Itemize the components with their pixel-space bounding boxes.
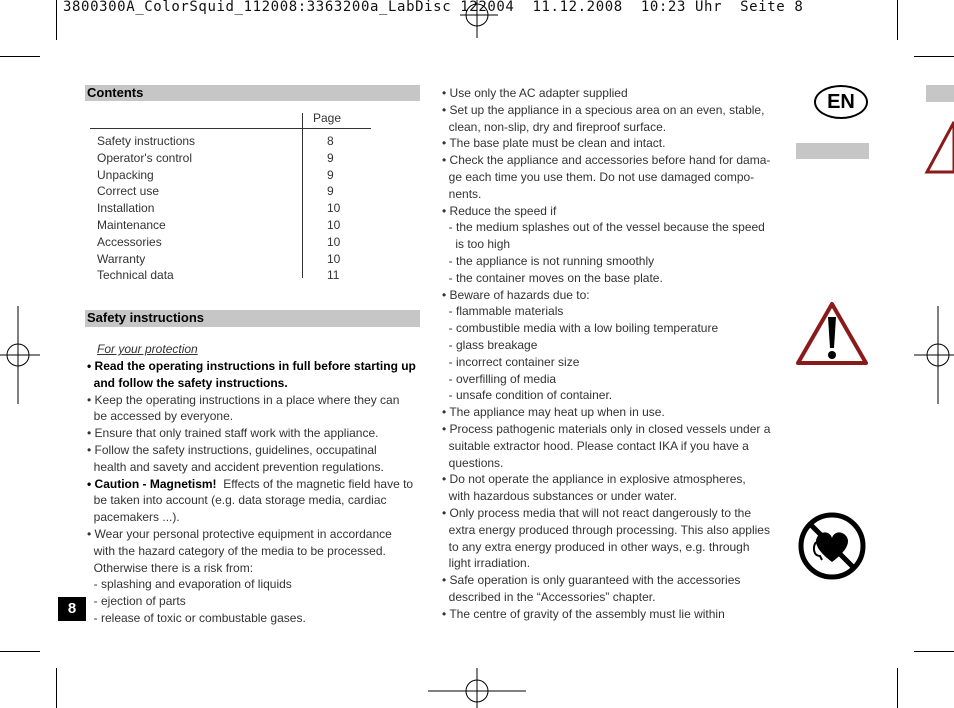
toc-row-label: Technical data xyxy=(97,268,174,283)
registration-mark-bottom xyxy=(428,668,528,708)
safety-text-line: pacemakers ...). xyxy=(87,510,180,525)
safety-text-line: • Do not operate the appliance in explosive atmospheres, xyxy=(442,472,746,487)
safety-text-line: light irradiation. xyxy=(442,556,531,571)
safety-text-line: clean, non-slip, dry and fireproof surface. xyxy=(442,119,667,134)
safety-text-line: suitable extractor hood. Please contact IKA if you have a xyxy=(442,438,749,453)
toc-row-label: Warranty xyxy=(97,251,146,266)
toc-row-label: Operator's control xyxy=(97,150,192,165)
safety-text-line: extra energy produced through processing. This also applies xyxy=(442,522,770,537)
caution-text: Effects of the magnetic field have to xyxy=(216,476,414,491)
toc-row-page: 8 xyxy=(327,134,334,148)
crop-mark xyxy=(0,56,40,57)
safety-text-line: • Wear your personal protective equipment in accordance xyxy=(87,527,392,541)
safety-text-line: • The centre of gravity of the assembly must lie within xyxy=(442,606,725,621)
safety-text-line: • Reduce the speed if xyxy=(442,203,557,218)
safety-text-line: and follow the safety instructions. xyxy=(87,375,288,390)
toc-row xyxy=(97,183,357,199)
safety-text-line: with the hazard category of the media to be processed. xyxy=(87,543,386,558)
warning-triangle-icon xyxy=(795,300,869,366)
toc-row xyxy=(97,234,357,250)
toc-row-label: Safety instructions xyxy=(97,134,196,148)
toc-row-page: 9 xyxy=(327,150,334,165)
safety-text-line: • The base plate must be clean and intact. xyxy=(442,136,666,151)
partial-warning-icon xyxy=(924,118,954,176)
safety-text-line: - release of toxic or combustable gases. xyxy=(87,611,306,625)
toc-page-label: Page xyxy=(313,111,342,125)
safety-text-line: to any extra energy produced in other ways, e.g. through xyxy=(442,539,750,554)
toc-row-label: Unpacking xyxy=(97,167,154,182)
safety-text-line: be accessed by everyone. xyxy=(87,409,234,424)
safety-subtitle: For your protection xyxy=(97,342,198,356)
safety-text-line: • Follow the safety instructions, guidelines, occupatinal xyxy=(87,443,377,457)
safety-text-line: - splashing and evaporation of liquids xyxy=(87,577,292,592)
toc-row-label: Correct use xyxy=(97,184,160,199)
crop-mark xyxy=(56,668,57,708)
safety-text-line: • Beware of hazards due to: xyxy=(442,287,590,302)
toc-row xyxy=(97,267,357,283)
toc-row-label: Installation xyxy=(97,201,155,216)
language-badge: EN xyxy=(814,85,868,119)
toc-row xyxy=(97,217,357,233)
no-pacemaker-icon xyxy=(798,512,866,580)
crop-mark xyxy=(0,651,40,652)
registration-mark-left xyxy=(0,306,40,406)
page-number: 8 xyxy=(58,597,86,621)
safety-text-line: nents. xyxy=(442,186,482,201)
toc-row xyxy=(97,150,357,166)
safety-text-line: • Safe operation is only guaranteed with the accessories xyxy=(442,573,741,588)
safety-text-line: be taken into account (e.g. data storage media, cardiac xyxy=(87,493,387,508)
safety-text-line: - glass breakage xyxy=(442,338,538,352)
safety-text-line: • Read the operating instructions in full before starting up xyxy=(87,359,416,373)
safety-text-line xyxy=(87,476,413,492)
safety-text-line: • Keep the operating instructions in a place where they can xyxy=(87,392,400,407)
safety-text-line: - the appliance is not running smoothly xyxy=(442,254,655,268)
safety-text-line: • Use only the AC adapter supplied xyxy=(442,86,628,100)
safety-text-line: described in the “Accessories” chapter. xyxy=(442,590,656,604)
toc-row xyxy=(97,133,357,149)
safety-text-line: health and savety and accident prevention regulations. xyxy=(87,459,384,474)
safety-text-line: Otherwise there is a risk from: xyxy=(87,560,254,575)
safety-text-line: - unsafe condition of container. xyxy=(442,388,613,403)
safety-text-line: - ejection of parts xyxy=(87,594,186,609)
registration-mark-right xyxy=(914,306,954,406)
safety-text-line: with hazardous substances or under water. xyxy=(442,489,677,504)
safety-text-line: • The appliance may heat up when in use. xyxy=(442,405,665,420)
safety-text-line: - overfilling of media xyxy=(442,371,557,386)
toc-row-page: 11 xyxy=(327,268,340,283)
crop-mark xyxy=(56,0,57,40)
safety-text-line: - the container moves on the base plate. xyxy=(442,270,663,285)
safety-text-line: is too high xyxy=(442,237,511,252)
crop-mark xyxy=(897,668,898,708)
safety-text-line: • Ensure that only trained staff work with the appliance. xyxy=(87,426,379,441)
edge-grey-tab xyxy=(926,85,954,102)
toc-row-page: 10 xyxy=(327,234,341,249)
toc-row-page: 10 xyxy=(327,251,341,266)
toc-row-page: 9 xyxy=(327,167,334,182)
print-header: 3800300A_ColorSquid_112008:3363200a_LabDisc 122004 11.12.2008 10:23 Uhr Seite 8 xyxy=(63,0,804,15)
toc-header-rule xyxy=(90,128,371,129)
safety-text-line: • Check the appliance and accessories before hand for dama- xyxy=(442,153,771,168)
crop-mark xyxy=(914,651,954,652)
safety-text-line: - the medium splashes out of the vessel because the speed xyxy=(442,220,765,235)
registration-mark-top xyxy=(460,0,500,40)
safety-text-line: - combustible media with a low boiling temperature xyxy=(442,321,719,336)
safety-text-line: - flammable materials xyxy=(442,304,564,319)
safety-text-line: • Process pathogenic materials only in closed vessels under a xyxy=(442,422,771,436)
safety-text-line: - incorrect container size xyxy=(442,354,580,369)
contents-heading: Contents xyxy=(85,85,420,101)
toc-row xyxy=(97,167,357,183)
toc-row-page: 10 xyxy=(327,201,341,216)
safety-text-line: questions. xyxy=(442,455,504,470)
toc-row xyxy=(97,200,357,216)
safety-text-line: • Set up the appliance in a specious area on an even, stable, xyxy=(442,102,765,117)
crop-mark xyxy=(897,0,898,40)
toc-row xyxy=(97,251,357,267)
toc-row-label: Maintenance xyxy=(97,218,166,232)
safety-heading: Safety instructions xyxy=(85,310,420,327)
toc-row-label: Accessories xyxy=(97,234,162,249)
margin-grey-bar xyxy=(796,143,869,159)
safety-text-line: • Only process media that will not react dangerously to the xyxy=(442,506,752,520)
crop-mark xyxy=(914,56,954,57)
safety-text-line: ge each time you use them. Do not use damaged compo- xyxy=(442,170,755,184)
caution-label: • Caution - Magnetism! xyxy=(87,476,217,491)
toc-row-page: 9 xyxy=(327,184,334,199)
toc-row-page: 10 xyxy=(327,218,341,232)
